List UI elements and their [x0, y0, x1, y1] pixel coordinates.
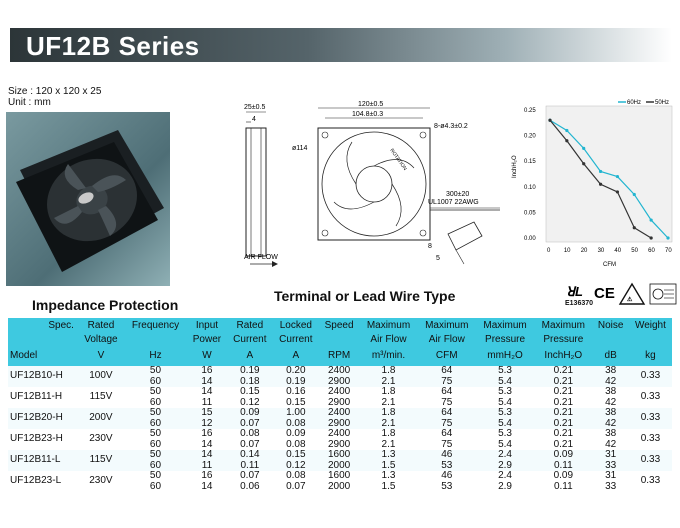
cell-w: 12 [201, 417, 213, 429]
cell-in: 0.21 [553, 386, 574, 397]
unit-pressure-in: InchH₂O [544, 350, 583, 361]
cell-ra: 0.19 [240, 365, 260, 376]
cell-mm: 5.3 [498, 365, 512, 376]
cell-ra: 0.07 [240, 470, 260, 481]
dim-holes: 8-ø4.3±0.2 [434, 123, 468, 130]
x-tick-label: 70 [665, 248, 672, 254]
cell-db: 31 [605, 470, 617, 481]
table-row [8, 471, 672, 482]
spec-table-body [8, 366, 672, 492]
cell-ra: 0.18 [240, 375, 260, 387]
col-max-air-flow-m3: Maximum Air Flow [366, 320, 411, 345]
cell-cfm: 53 [441, 459, 453, 471]
data-point [565, 139, 568, 142]
wire-length: 300±20 [446, 191, 470, 198]
cell-cfm: 64 [441, 407, 453, 418]
x-axis-label: CFM [603, 262, 616, 268]
x-tick-label: 50 [631, 248, 638, 254]
cell-mm: 5.4 [498, 417, 512, 429]
unit-rated-current: A [246, 350, 254, 361]
cell-w: 14 [201, 375, 213, 387]
cell-in: 0.09 [553, 470, 574, 481]
col-rated-voltage: Rated Voltage [84, 320, 118, 345]
cell-w: 14 [201, 386, 213, 397]
cell-mm: 2.4 [498, 449, 512, 460]
col-frequency: Frequency [131, 320, 180, 331]
cell-ra: 0.11 [240, 459, 260, 471]
data-point [616, 190, 619, 193]
cell-mm: 5.4 [498, 438, 512, 450]
weight-cell: 0.33 [640, 412, 661, 424]
data-point [565, 129, 568, 132]
unit-weight: kg [645, 350, 656, 361]
cell-db: 31 [605, 449, 617, 460]
cell-w: 16 [201, 428, 213, 439]
cell-la: 0.19 [286, 375, 306, 387]
cell-rpm: 2900 [327, 438, 351, 450]
table-row [8, 408, 672, 419]
cell-w: 14 [201, 438, 213, 450]
cell-cfm: 64 [441, 386, 453, 397]
data-point [599, 170, 602, 173]
cell-db: 38 [605, 386, 617, 397]
cell-cfm: 64 [441, 428, 453, 439]
cell-mm: 5.3 [498, 407, 512, 418]
table-row [8, 429, 672, 440]
cell-ra: 0.09 [240, 407, 260, 418]
col-noise: Noise [597, 320, 624, 331]
cell-rpm: 2900 [327, 396, 351, 408]
dim-depth: 25±0.5 [244, 104, 266, 111]
x-tick-label: 10 [563, 248, 571, 254]
cell-hz: 50 [149, 386, 162, 397]
cell-db: 38 [605, 407, 617, 418]
series-title: UF12B Series [26, 31, 200, 61]
cell-in: 0.11 [553, 480, 573, 492]
table-row [8, 366, 672, 377]
col-spec: Spec. [48, 320, 74, 331]
voltage-cell: 200V [89, 412, 113, 424]
cell-hz: 50 [149, 470, 162, 481]
cell-rpm: 2000 [327, 480, 351, 492]
rotation-label: ROTATION [388, 147, 408, 172]
col-max-pressure-in: Maximum Pressure [541, 320, 585, 345]
cell-in: 0.21 [553, 417, 574, 429]
wire-type: UL1007 22AWG [428, 199, 479, 206]
cell-hz: 60 [149, 375, 162, 387]
size-info [8, 86, 101, 108]
col-max-pressure-mm: Maximum Pressure [483, 320, 527, 345]
y-tick-label: 0.25 [524, 108, 536, 114]
cell-hz: 60 [149, 396, 162, 408]
col-max-air-flow-cfm: Maximum Air Flow [425, 320, 469, 345]
x-tick-label: 40 [614, 248, 622, 254]
cell-m3: 2.1 [381, 375, 396, 387]
voltage-cell: 230V [89, 475, 113, 487]
chart-legend [618, 100, 669, 106]
tuv-mark-icon [650, 284, 676, 304]
weight-cell: 0.33 [640, 391, 661, 403]
cell-cfm: 75 [441, 375, 453, 387]
model-cell: UF12B11-H [10, 391, 63, 403]
cell-w: 16 [201, 470, 213, 481]
airflow-label: AIR FLOW [244, 254, 278, 261]
cell-cfm: 46 [441, 449, 453, 460]
cell-in: 0.21 [553, 438, 574, 450]
model-cell: UF12B10-H [10, 370, 63, 382]
cell-mm: 2.9 [498, 480, 512, 492]
cell-db: 33 [605, 459, 617, 471]
dim-hole-pitch: 104.8±0.3 [352, 111, 384, 118]
voltage-cell: 115V [89, 391, 113, 403]
cell-w: 14 [201, 449, 213, 460]
unit-air-flow-cfm: CFM [435, 350, 458, 361]
cell-m3: 1.5 [381, 459, 396, 471]
table-row [8, 450, 672, 461]
unit-power: W [202, 350, 212, 361]
col-locked-current: Locked Current [279, 320, 313, 345]
cell-mm: 2.4 [498, 470, 512, 481]
cell-m3: 1.8 [381, 386, 396, 397]
cell-rpm: 2400 [327, 386, 351, 397]
y-axis-label: InchH₂O [512, 155, 518, 178]
cell-m3: 1.3 [381, 470, 396, 481]
data-point [616, 175, 619, 178]
cell-rpm: 2400 [327, 365, 351, 376]
cell-rpm: 2900 [327, 417, 351, 429]
cell-cfm: 75 [441, 438, 453, 450]
weight-cell: 0.33 [640, 454, 661, 466]
cell-m3: 1.8 [381, 428, 396, 439]
cell-rpm: 2000 [327, 459, 351, 471]
header-row [8, 318, 672, 348]
series-banner [10, 28, 672, 62]
weight-cell: 0.33 [640, 433, 661, 445]
performance-chart [510, 96, 675, 271]
cell-cfm: 75 [441, 396, 453, 408]
cell-in: 0.21 [553, 428, 574, 439]
impedance-title: Impedance Protection [32, 297, 179, 313]
ul-file-number: E136370 [565, 300, 594, 307]
table-row [8, 387, 672, 398]
y-tick-label: 0.20 [524, 133, 536, 140]
cell-la: 0.12 [286, 459, 306, 471]
dim-five: 5 [436, 255, 440, 262]
unit-noise: dB [604, 350, 617, 361]
cell-in: 0.21 [553, 365, 574, 376]
cell-m3: 1.3 [381, 449, 396, 460]
cell-rpm: 2400 [327, 428, 351, 439]
model-cell: UF12B23-L [10, 475, 62, 487]
dimension-drawing [232, 98, 502, 288]
data-point [633, 226, 636, 229]
unit-pressure-mm: mmH₂O [487, 350, 523, 361]
cell-w: 14 [201, 480, 213, 492]
unit-frequency: Hz [149, 350, 162, 361]
cell-hz: 60 [149, 480, 162, 492]
data-point [582, 147, 585, 150]
cell-la: 0.15 [286, 396, 306, 408]
cell-la: 0.16 [286, 386, 306, 397]
cell-mm: 5.4 [498, 375, 512, 387]
cell-hz: 60 [149, 417, 162, 429]
col-weight: Weight [634, 320, 666, 331]
data-point [548, 119, 551, 122]
cell-ra: 0.08 [240, 428, 260, 439]
cell-ra: 0.07 [240, 417, 260, 429]
cell-ra: 0.12 [240, 396, 260, 408]
cell-la: 1.00 [286, 407, 306, 418]
svg-text:⚠: ⚠ [627, 297, 633, 303]
cell-hz: 50 [149, 407, 162, 418]
voltage-cell: 100V [89, 370, 113, 382]
y-tick-label: 0.00 [524, 236, 536, 242]
units-row [8, 348, 672, 366]
dim-eight: 8 [428, 243, 432, 250]
fan-photo [6, 112, 170, 286]
cell-mm: 5.3 [498, 386, 512, 397]
cell-la: 0.08 [286, 438, 306, 450]
voltage-cell: 115V [89, 454, 113, 466]
unit-line: Unit : mm [8, 97, 51, 108]
cell-cfm: 46 [441, 470, 453, 481]
data-point [650, 218, 653, 221]
dim-width: 120±0.5 [358, 101, 384, 108]
unit-voltage: V [97, 350, 105, 361]
cell-db: 33 [605, 480, 617, 492]
cell-in: 0.11 [553, 459, 573, 471]
unit-air-flow-m3: m³/min. [371, 350, 406, 361]
cell-rpm: 1600 [327, 449, 351, 460]
cell-rpm: 1600 [327, 470, 351, 481]
cell-in: 0.21 [553, 407, 574, 418]
legend-50hz: 50Hz [655, 100, 670, 106]
cell-in: 0.21 [553, 396, 574, 408]
model-cell: UF12B23-H [10, 433, 63, 445]
cell-hz: 50 [149, 365, 162, 376]
col-input-power: Input Power [192, 320, 222, 345]
y-tick-label: 0.10 [524, 184, 536, 191]
cell-la: 0.08 [286, 470, 306, 481]
cell-mm: 2.9 [498, 459, 512, 471]
dim-diameter: ø114 [292, 145, 308, 152]
cell-la: 0.08 [286, 417, 306, 429]
y-tick-label: 0.05 [524, 210, 536, 217]
cell-w: 11 [201, 396, 213, 408]
data-point [633, 193, 636, 196]
x-tick-label: 60 [648, 248, 655, 254]
size-line: Size : 120 x 120 x 25 [8, 86, 102, 97]
ul-logo-icon [566, 284, 583, 299]
voltage-cell: 230V [89, 433, 113, 445]
cell-m3: 1.8 [381, 407, 396, 418]
data-point [582, 162, 585, 165]
col-rated-current: Rated Current [233, 320, 267, 345]
cell-rpm: 2900 [327, 375, 351, 387]
cell-la: 0.09 [286, 428, 306, 439]
cell-la: 0.07 [286, 480, 306, 492]
cell-w: 16 [201, 365, 213, 376]
svg-text:CE: CE [594, 285, 615, 302]
model-cell: UF12B11-L [10, 454, 61, 466]
spec-table [8, 318, 672, 492]
cell-la: 0.15 [286, 449, 306, 460]
weight-cell: 0.33 [640, 370, 661, 382]
cell-in: 0.21 [553, 375, 574, 387]
tuv-triangle-icon [620, 284, 644, 304]
cell-db: 38 [605, 365, 617, 376]
unit-model: Model [10, 350, 38, 361]
cell-ra: 0.06 [240, 480, 260, 492]
cell-ra: 0.14 [240, 449, 260, 460]
ce-logo-icon [594, 285, 615, 302]
cell-hz: 60 [149, 459, 162, 471]
terminal-title: Terminal or Lead Wire Type [274, 288, 456, 304]
cell-hz: 60 [149, 438, 162, 450]
cell-m3: 2.1 [381, 438, 396, 450]
cell-mm: 5.3 [498, 428, 512, 439]
cell-cfm: 53 [441, 480, 453, 492]
cell-ra: 0.07 [240, 438, 260, 450]
weight-cell: 0.33 [640, 475, 661, 487]
svg-text:ꓤL: ꓤL [566, 284, 583, 299]
col-speed: Speed [324, 320, 354, 331]
cell-db: 42 [605, 438, 617, 450]
cell-cfm: 75 [441, 417, 453, 429]
data-point [666, 236, 669, 239]
unit-speed: RPM [327, 350, 351, 361]
cell-m3: 1.8 [381, 365, 396, 376]
cell-m3: 2.1 [381, 396, 396, 408]
model-cell: UF12B20-H [10, 412, 63, 424]
cell-cfm: 64 [441, 365, 453, 376]
cell-db: 38 [605, 428, 617, 439]
cell-w: 11 [201, 459, 213, 471]
legend-60hz: 60Hz [627, 100, 642, 106]
dim-flange: 4 [252, 116, 256, 123]
cell-w: 15 [201, 407, 213, 418]
x-tick-label: 30 [597, 248, 605, 254]
data-point [599, 183, 602, 186]
cell-db: 42 [605, 396, 617, 408]
cell-hz: 50 [149, 428, 162, 439]
data-point [650, 236, 653, 239]
cell-db: 42 [605, 375, 617, 387]
cell-ra: 0.15 [240, 386, 260, 397]
cell-m3: 1.5 [381, 480, 396, 492]
cell-m3: 2.1 [381, 417, 396, 429]
unit-locked-current: A [292, 350, 300, 361]
cell-hz: 50 [149, 449, 162, 460]
cell-la: 0.20 [286, 365, 306, 376]
x-tick-label: 20 [580, 248, 588, 254]
cell-rpm: 2400 [327, 407, 351, 418]
y-tick-label: 0.15 [524, 159, 536, 166]
cell-db: 42 [605, 417, 617, 429]
cell-in: 0.09 [553, 449, 574, 460]
cell-mm: 5.4 [498, 396, 512, 408]
x-tick-label: 0 [547, 248, 551, 254]
